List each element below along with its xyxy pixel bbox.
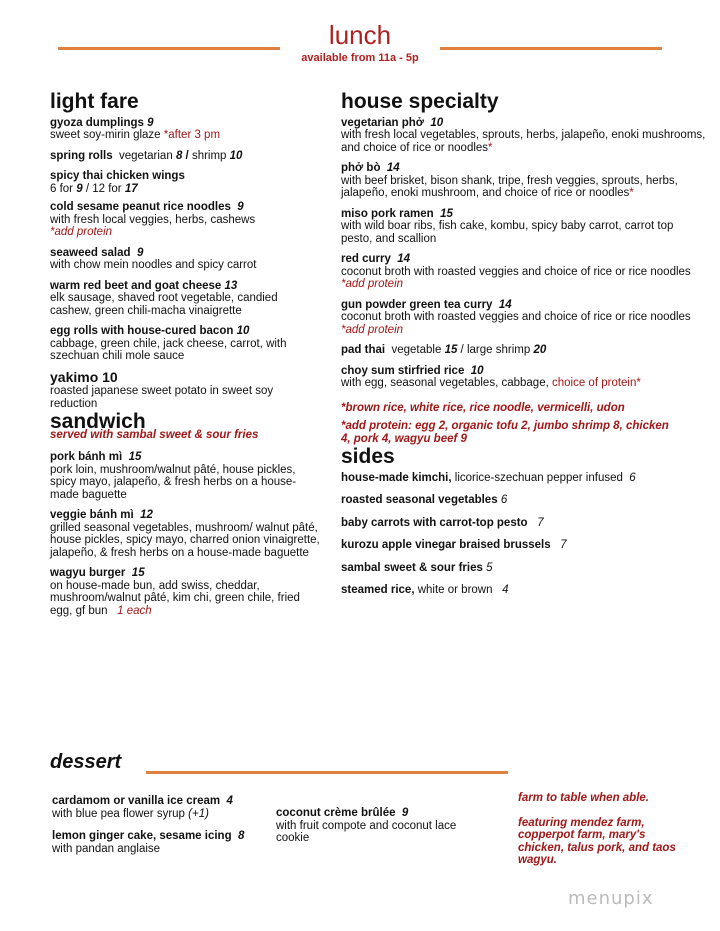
- menu-item: red curry 14 coconut broth with roasted veggies and choice of rice or rice noodles *add protein: [341, 253, 691, 290]
- menu-item: pad thai vegetable 15 / large shrimp 20: [341, 344, 547, 356]
- menu-item: egg rolls with house-cured bacon 10 cabbage, green chile, jack cheese, carrot, with szechuan chili mole sauce: [50, 325, 287, 362]
- title-rule-right: [440, 47, 662, 50]
- menu-item: yakimo 10 roasted japanese sweet potato in sweet soy reduction: [50, 368, 274, 410]
- farm-line-2: featuring mendez farm, copperpot farm, mary's chicken, talus pork, and taos wagyu.: [518, 816, 676, 866]
- menu-item: choy sum stirfried rice 10 with egg, seasonal vegetables, cabbage, choice of protein*: [341, 364, 641, 389]
- section-heading-house-specialty: house specialty: [341, 90, 499, 113]
- side-item: baby carrots with carrot-top pesto 7: [341, 516, 544, 529]
- section-heading-dessert: dessert: [50, 751, 122, 773]
- footnote-protein: *add protein: egg 2, organic tofu 2, jumbo shrimp 8, chicken 4, pork 4, wagyu beef 9: [341, 420, 669, 445]
- menu-title: lunch: [328, 20, 392, 50]
- menu-item: wagyu burger 15 on house-made bun, add swiss, cheddar, mushroom/walnut pâté, kim chi, green chile, fried egg, gf bun 1 each: [50, 567, 300, 617]
- side-item: sambal sweet & sour fries 5: [341, 561, 493, 574]
- side-item: kurozu apple vinegar braised brussels 7: [341, 539, 567, 551]
- availability: available from 11a - 5p: [301, 52, 419, 64]
- dessert-item: cardamom or vanilla ice cream 4 with blue pea flower syrup (+1): [52, 795, 233, 820]
- menu-item: spicy thai chicken wings 6 for 9 / 12 for 17: [50, 170, 185, 195]
- dessert-item: coconut crème brûlée 9 with fruit compote and coconut lace cookie: [276, 807, 457, 844]
- menu-item: phở bò 14 with beef brisket, bison shank, tripe, fresh veggies, sprouts, herbs, jalapeño, enoki mushroom, and choice of rice or noodles*: [341, 162, 678, 199]
- menu-item: veggie bánh mì 12 grilled seasonal vegetables, mushroom/ walnut pâté, house pickles, spicy mayo, charred onion vinaigrette, jalapeño, & fresh herbs on a house-made baguette: [50, 509, 320, 559]
- menu-item: miso pork ramen 15 with wild boar ribs, fish cake, kombu, spicy baby carrot, carrot top pesto, and scallion: [341, 207, 674, 245]
- right-column: [341, 90, 706, 603]
- menu-item: warm red beet and goat cheese 13 elk sausage, shaved root vegetable, candied cashew, green chili-macha vinaigrette: [50, 279, 278, 317]
- menu-item: vegetarian phở 10 with fresh local vegetables, sprouts, herbs, jalapeño, enoki mushrooms, and choice of rice or noodles*: [341, 116, 706, 154]
- menu-item: seaweed salad 9 with chow mein noodles and spicy carrot: [50, 246, 257, 271]
- section-heading-sides: sides: [341, 445, 395, 468]
- menupix-watermark: menupix: [568, 888, 654, 909]
- dessert-item: lemon ginger cake, sesame icing 8 with pandan anglaise: [52, 830, 245, 855]
- menu-item: spring rolls vegetarian 8 / shrimp 10: [50, 149, 243, 162]
- side-item: roasted seasonal vegetables 6: [341, 494, 508, 506]
- dessert-rule: [146, 771, 508, 774]
- section-heading-light-fare: light fare: [50, 90, 139, 113]
- sandwich-subheading: served with sambal sweet & sour fries: [50, 428, 259, 441]
- farm-line-1: farm to table when able.: [518, 792, 649, 804]
- footnote-rice: *brown rice, white rice, rice noodle, vermicelli, udon: [341, 401, 625, 414]
- menu-item: pork bánh mì 15 pork loin, mushroom/walnut pâté, house pickles, spicy mayo, jalapeño, & fresh herbs on a house-made baguette: [50, 451, 297, 501]
- section-heading-sandwich: sandwich: [50, 410, 146, 433]
- dessert-column-middle: [276, 807, 491, 851]
- menu-item: gyoza dumplings 9 sweet soy-mirin glaze *after 3 pm: [50, 116, 221, 141]
- left-column: [50, 90, 320, 623]
- farm-note: [518, 792, 678, 867]
- menu-item: cold sesame peanut rice noodles 9 with fresh local veggies, herbs, cashews *add protein: [50, 201, 256, 238]
- side-item: house-made kimchi, licorice-szechuan pepper infused 6: [341, 471, 636, 484]
- dessert-column-left: [52, 795, 272, 861]
- side-item: steamed rice, white or brown 4: [341, 584, 509, 596]
- menu-item: gun powder green tea curry 14 coconut broth with roasted veggies and choice of rice or rice noodles *add protein: [341, 298, 691, 336]
- title-rule-left: [58, 47, 280, 50]
